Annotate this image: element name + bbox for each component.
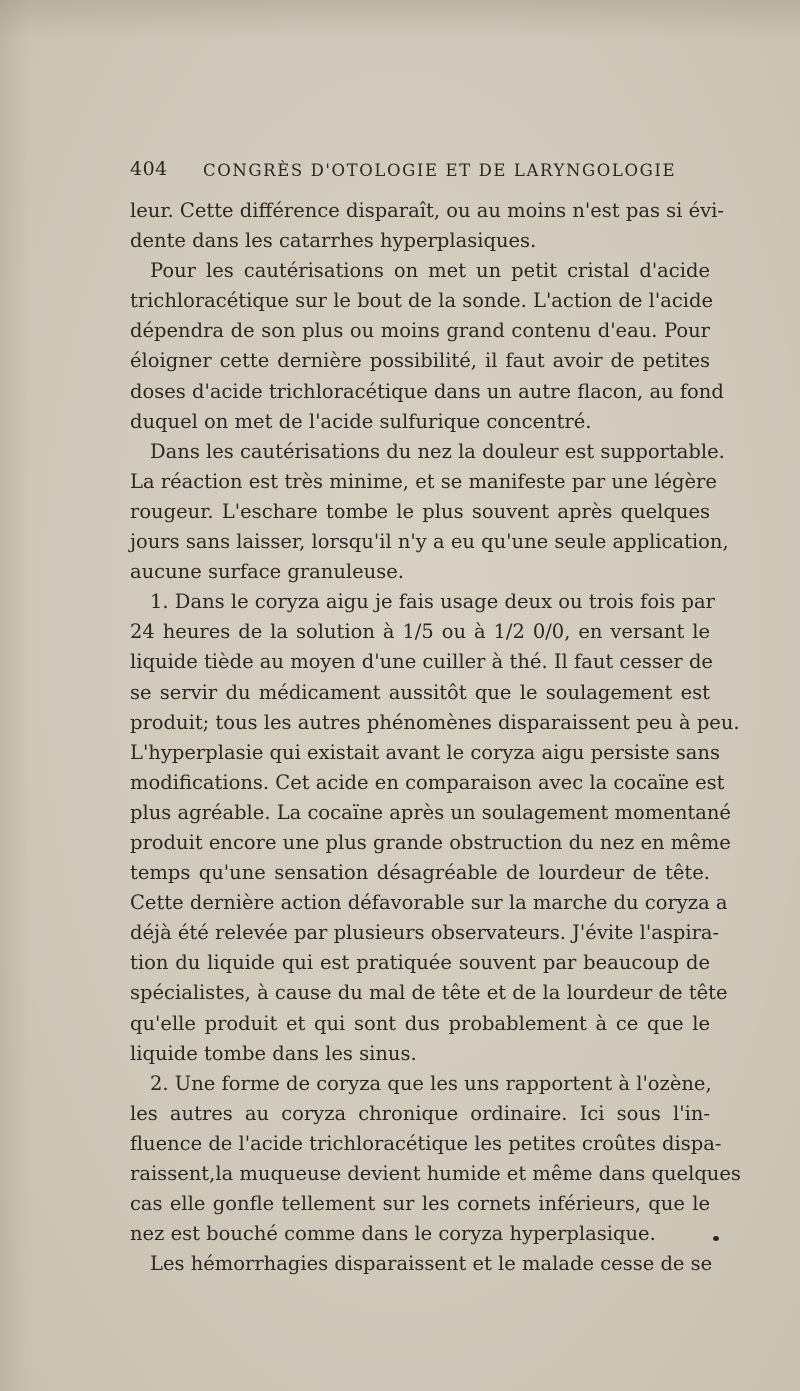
page-number: 404 bbox=[130, 158, 168, 180]
text-line: La réaction est très minime, et se manifeste par une légère bbox=[130, 469, 717, 493]
page-edge-shadow-left bbox=[0, 0, 30, 1391]
text-line: 24 heures de la solution à 1/5 ou à 1/2 0/0, en versant le bbox=[130, 620, 710, 644]
text-line: doses d'acide trichloracétique dans un autre flacon, au fond bbox=[130, 379, 724, 403]
text-line: modifications. Cet acide en comparaison avec la cocaïne est bbox=[130, 770, 725, 794]
text-line: rougeur. L'eschare tombe le plus souvent après quelques bbox=[130, 499, 710, 523]
text-line: raissent,la muqueuse devient humide et même dans quelques bbox=[130, 1162, 741, 1185]
text-line: L'hyperplasie qui existait avant le coryza aigu persiste sans bbox=[130, 740, 720, 764]
text-line: fluence de l'acide trichloracétique les petites croûtes dispa- bbox=[130, 1131, 722, 1155]
text-line: dente dans les catarrhes hyperplasiques. bbox=[130, 229, 537, 253]
text-line: cas elle gonfle tellement sur les cornets inférieurs, que le bbox=[130, 1192, 710, 1216]
text-line: liquide tombe dans les sinus. bbox=[130, 1041, 417, 1065]
text-line: 1. Dans le coryza aigu je fais usage deux ou trois fois par bbox=[150, 590, 715, 614]
text-line: tion du liquide qui est pratiquée souvent par beaucoup de bbox=[130, 951, 710, 975]
text-line: plus agréable. La cocaïne après un soulagement momentané bbox=[130, 800, 731, 824]
text-line: liquide tiède au moyen d'une cuiller à thé. Il faut cesser de bbox=[130, 650, 713, 674]
text-line: Cette dernière action défavorable sur la marche du coryza a bbox=[130, 891, 728, 915]
text-line: produit encore une plus grande obstruction du nez en même bbox=[130, 830, 731, 854]
page-edge-shadow-top bbox=[0, 0, 800, 40]
text-line: leur. Cette différence disparaît, ou au moins n'est pas si évi- bbox=[130, 199, 724, 222]
text-line: Pour les cautérisations on met un petit cristal d'acide bbox=[150, 259, 710, 283]
text-line: nez est bouché comme dans le coryza hyperplasique. bbox=[130, 1222, 656, 1246]
text-line: spécialistes, à cause du mal de tête et de la lourdeur de tête bbox=[130, 981, 728, 1005]
text-line: temps qu'une sensation désagréable de lourdeur de tête. bbox=[130, 861, 710, 885]
text-line: Dans les cautérisations du nez la douleur est supportable. bbox=[150, 439, 725, 463]
running-head: CONGRÈS D'OTOLOGIE ET DE LARYNGOLOGIE bbox=[203, 161, 677, 180]
ink-speck bbox=[713, 1236, 719, 1241]
text-line: 2. Une forme de coryza que les uns rapportent à l'ozène, bbox=[150, 1071, 712, 1095]
text-line: aucune surface granuleuse. bbox=[130, 560, 404, 584]
text-line: les autres au coryza chronique ordinaire. Ici sous l'in- bbox=[130, 1101, 710, 1125]
text-line: dépendra de son plus ou moins grand contenu d'eau. Pour bbox=[130, 319, 710, 343]
text-line: trichloracétique sur le bout de la sonde. L'action de l'acide bbox=[130, 289, 714, 313]
text-line: duquel on met de l'acide sulfurique concentré. bbox=[130, 409, 592, 433]
text-line: qu'elle produit et qui sont dus probablement à ce que le bbox=[130, 1011, 710, 1035]
text-line: Les hémorrhagies disparaissent et le malade cesse de se bbox=[150, 1252, 713, 1276]
body-text bbox=[130, 196, 741, 1279]
page-header bbox=[130, 158, 710, 188]
text-line: produit; tous les autres phénomènes disparaissent peu à peu. bbox=[130, 710, 740, 734]
text-line: éloigner cette dernière possibilité, il faut avoir de petites bbox=[130, 349, 710, 373]
text-line: jours sans laisser, lorsqu'il n'y a eu qu'une seule application, bbox=[130, 530, 729, 554]
text-line: déjà été relevée par plusieurs observateurs. J'évite l'aspira- bbox=[130, 921, 720, 945]
text-line: se servir du médicament aussitôt que le soulagement est bbox=[130, 680, 710, 704]
